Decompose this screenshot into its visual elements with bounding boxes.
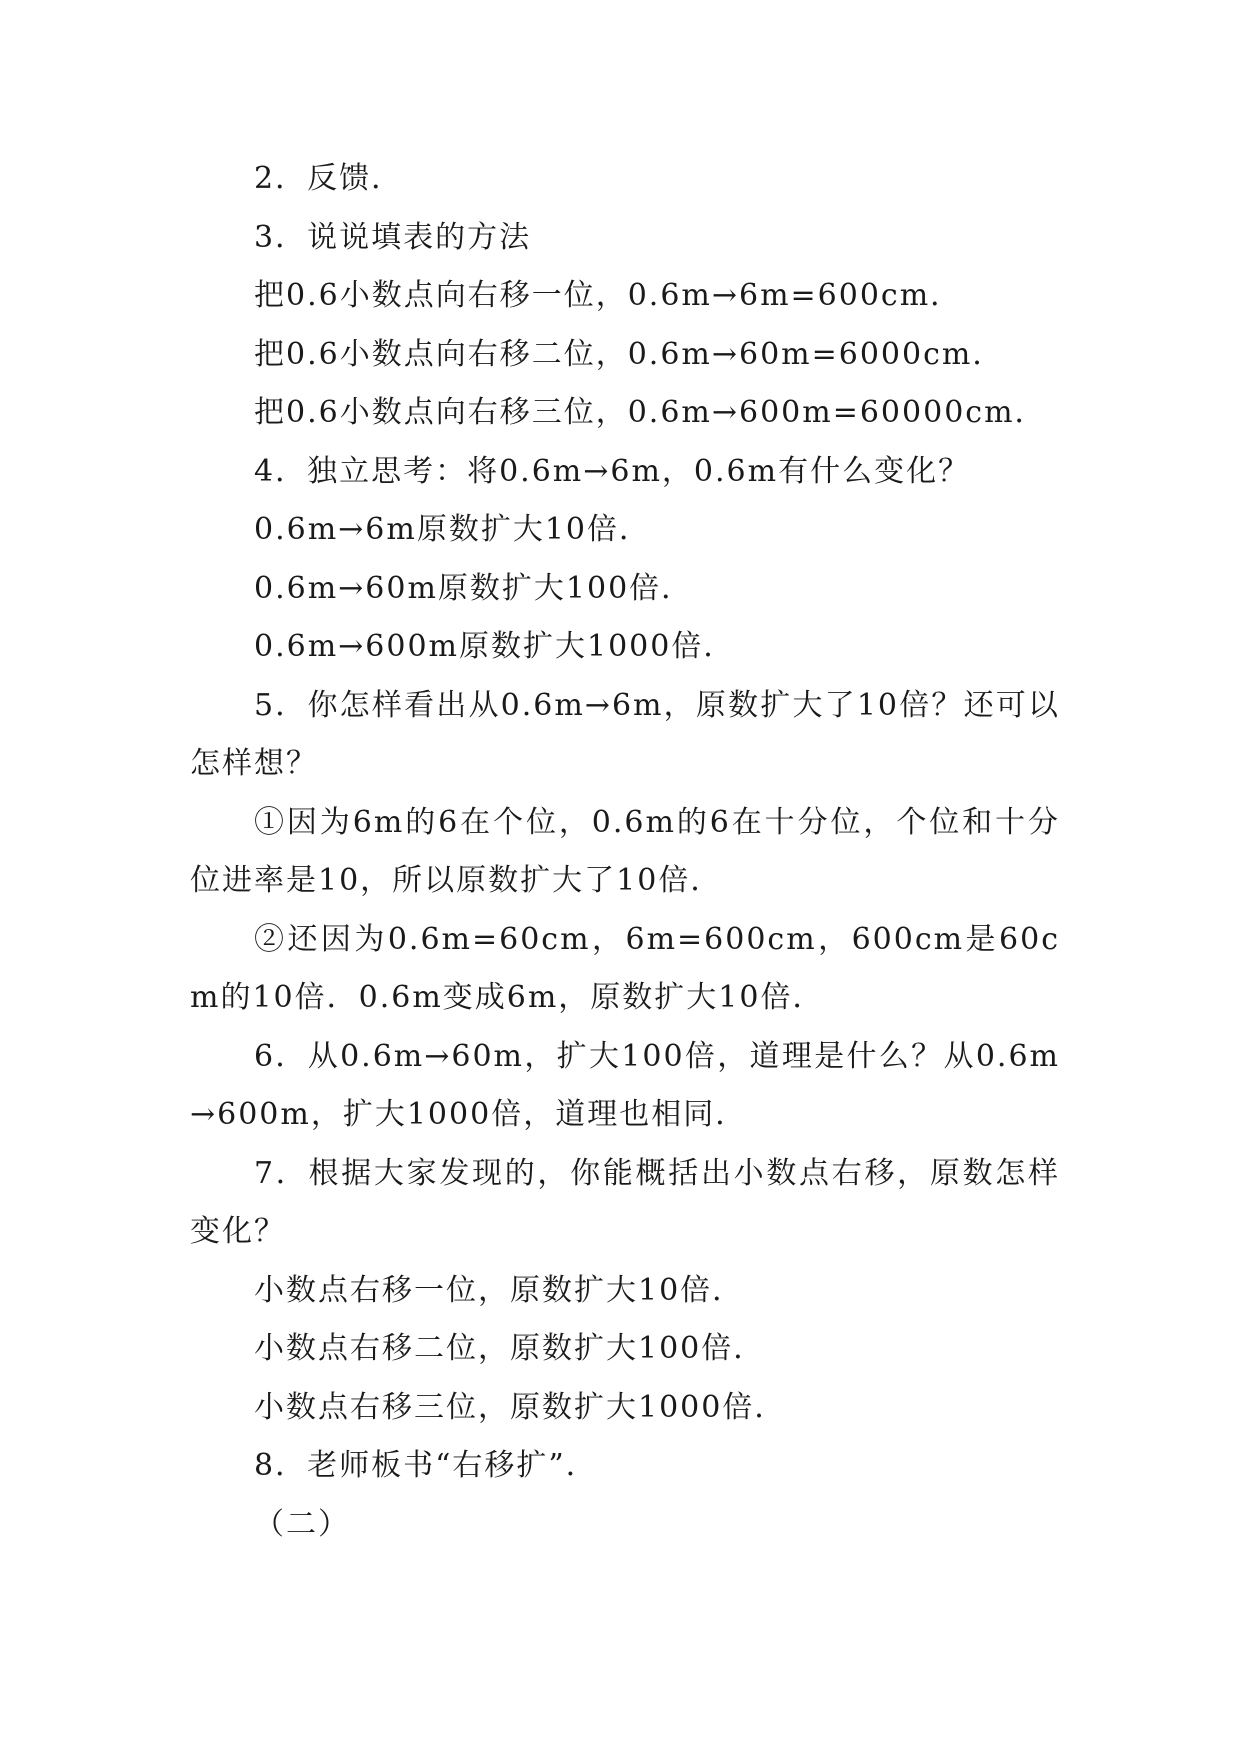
paragraph-independent-thinking: 4．独立思考：将0.6m→6m，0.6m有什么变化？ <box>254 453 971 489</box>
paragraph-question-7: 7．根据大家发现的，你能概括出小数点右移，原数怎样变化？ <box>190 1155 1060 1249</box>
paragraph-move-one-place: 把0.6小数点向右移一位，0.6m→6m=600cm． <box>254 278 963 313</box>
paragraph-question-6: 6．从0.6m→60m，扩大100倍，道理是什么？从0.6m→600m，扩大1000倍，道理也相同． <box>190 1038 1060 1132</box>
document-body <box>190 150 1060 1554</box>
paragraph-enlarge-1000: 0.6m→600m原数扩大1000倍． <box>254 629 736 664</box>
paragraph-move-three-places: 把0.6小数点向右移三位，0.6m→600m=60000cm． <box>254 395 1047 430</box>
paragraph-enlarge-100: 0.6m→60m原数扩大100倍． <box>254 570 694 606</box>
paragraph-rule-three-places: 小数点右移三位，原数扩大1000倍． <box>254 1389 787 1425</box>
paragraph-move-two-places: 把0.6小数点向右移二位，0.6m→60m=6000cm． <box>254 336 1005 372</box>
paragraph-feedback: 2．反馈． <box>254 161 404 196</box>
paragraph-reason-2: ②还因为0.6m=60cm，6m=600cm，600cm是60cm的10倍．0.6m变成6m，原数扩大10倍． <box>190 921 1060 1015</box>
section-heading-two: （二） <box>254 1506 350 1542</box>
paragraph-enlarge-10: 0.6m→6m原数扩大10倍． <box>254 512 652 547</box>
paragraph-rule-two-places: 小数点右移二位，原数扩大100倍． <box>254 1331 766 1366</box>
paragraph-blackboard: 8．老师板书“右移扩”． <box>254 1448 598 1483</box>
paragraph-rule-one-place: 小数点右移一位，原数扩大10倍． <box>254 1272 745 1308</box>
paragraph-fill-table-method: 3．说说填表的方法 <box>254 219 532 255</box>
paragraph-question-5: 5．你怎样看出从0.6m→6m，原数扩大了10倍？还可以怎样想？ <box>190 687 1060 781</box>
paragraph-reason-1: ①因为6m的6在个位，0.6m的6在十分位，个位和十分位进率是10，所以原数扩大了10倍． <box>190 804 1060 898</box>
